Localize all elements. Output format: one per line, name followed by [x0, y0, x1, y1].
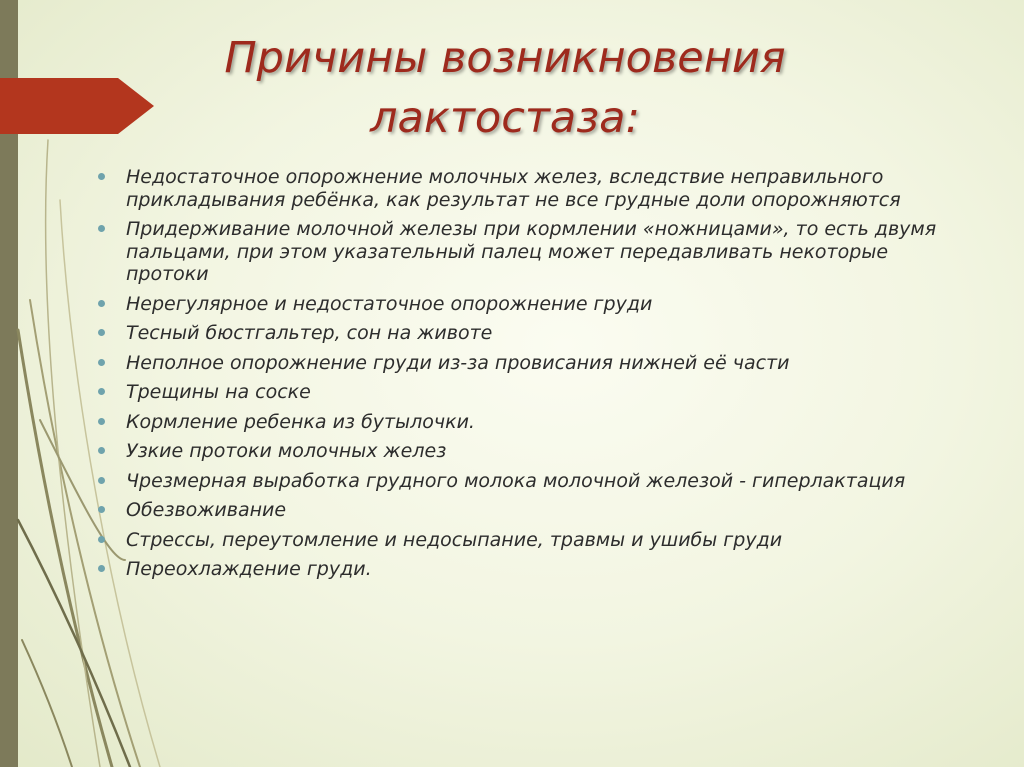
list-item-text: Нерегулярное и недостаточное опорожнение груди: [126, 292, 653, 315]
list-item: [96, 381, 976, 404]
slide-title-line-1: Причины возникновения: [224, 33, 786, 83]
bullet-dot-icon: [98, 418, 105, 425]
list-item-text: Трещины на соске: [126, 381, 311, 403]
bullet-dot-icon: [98, 300, 105, 307]
list-item: [96, 411, 976, 434]
list-item-text: Узкие протоки молочных желез: [126, 440, 447, 462]
list-item-text: Стрессы, переутомление и недосыпание, травмы и ушибы груди: [126, 528, 783, 551]
list-item-text: Придерживание молочной железы при кормлении «ножницами», то есть двумя пальцами, при этом указательный палец может передавливать некоторые протоки: [126, 218, 937, 285]
bullet-dot-icon: [98, 565, 105, 572]
list-item: [96, 166, 976, 211]
bullet-dot-icon: [98, 225, 105, 232]
list-item: [96, 558, 976, 581]
list-item: [96, 352, 976, 375]
list-item: [96, 529, 976, 552]
list-item-text: Переохлаждение груди.: [126, 558, 372, 580]
bullet-dot-icon: [98, 359, 105, 366]
red-arrow-banner: [0, 78, 154, 134]
list-item-text: Кормление ребенка из бутылочки.: [126, 410, 475, 433]
bullet-dot-icon: [98, 536, 105, 543]
list-item: [96, 218, 976, 286]
list-item-text: Неполное опорожнение груди из-за провисания нижней её части: [126, 351, 790, 374]
bullet-dot-icon: [98, 173, 105, 180]
slide-title-line-2: лактостаза:: [370, 93, 640, 143]
list-item-text: Тесный бюстгальтер, сон на животе: [126, 322, 493, 344]
list-item-text: Недостаточное опорожнение молочных желез, вследствие неправильного прикладывания ребёнка, как результат не все грудные доли опорожняются: [126, 166, 901, 211]
list-item-text: Обезвоживание: [126, 499, 287, 521]
bullet-dot-icon: [98, 506, 105, 513]
list-item: [96, 499, 976, 522]
list-item: [96, 440, 976, 463]
list-item: [96, 322, 976, 345]
slide-title: [180, 28, 830, 148]
list-item-text: Чрезмерная выработка грудного молока молочной железой - гиперлактация: [126, 469, 906, 492]
causes-list: [96, 166, 976, 588]
list-item: [96, 293, 976, 316]
bullet-dot-icon: [98, 477, 105, 484]
list-item: [96, 470, 976, 493]
bullet-dot-icon: [98, 329, 105, 336]
bullet-dot-icon: [98, 388, 105, 395]
bullet-dot-icon: [98, 447, 105, 454]
